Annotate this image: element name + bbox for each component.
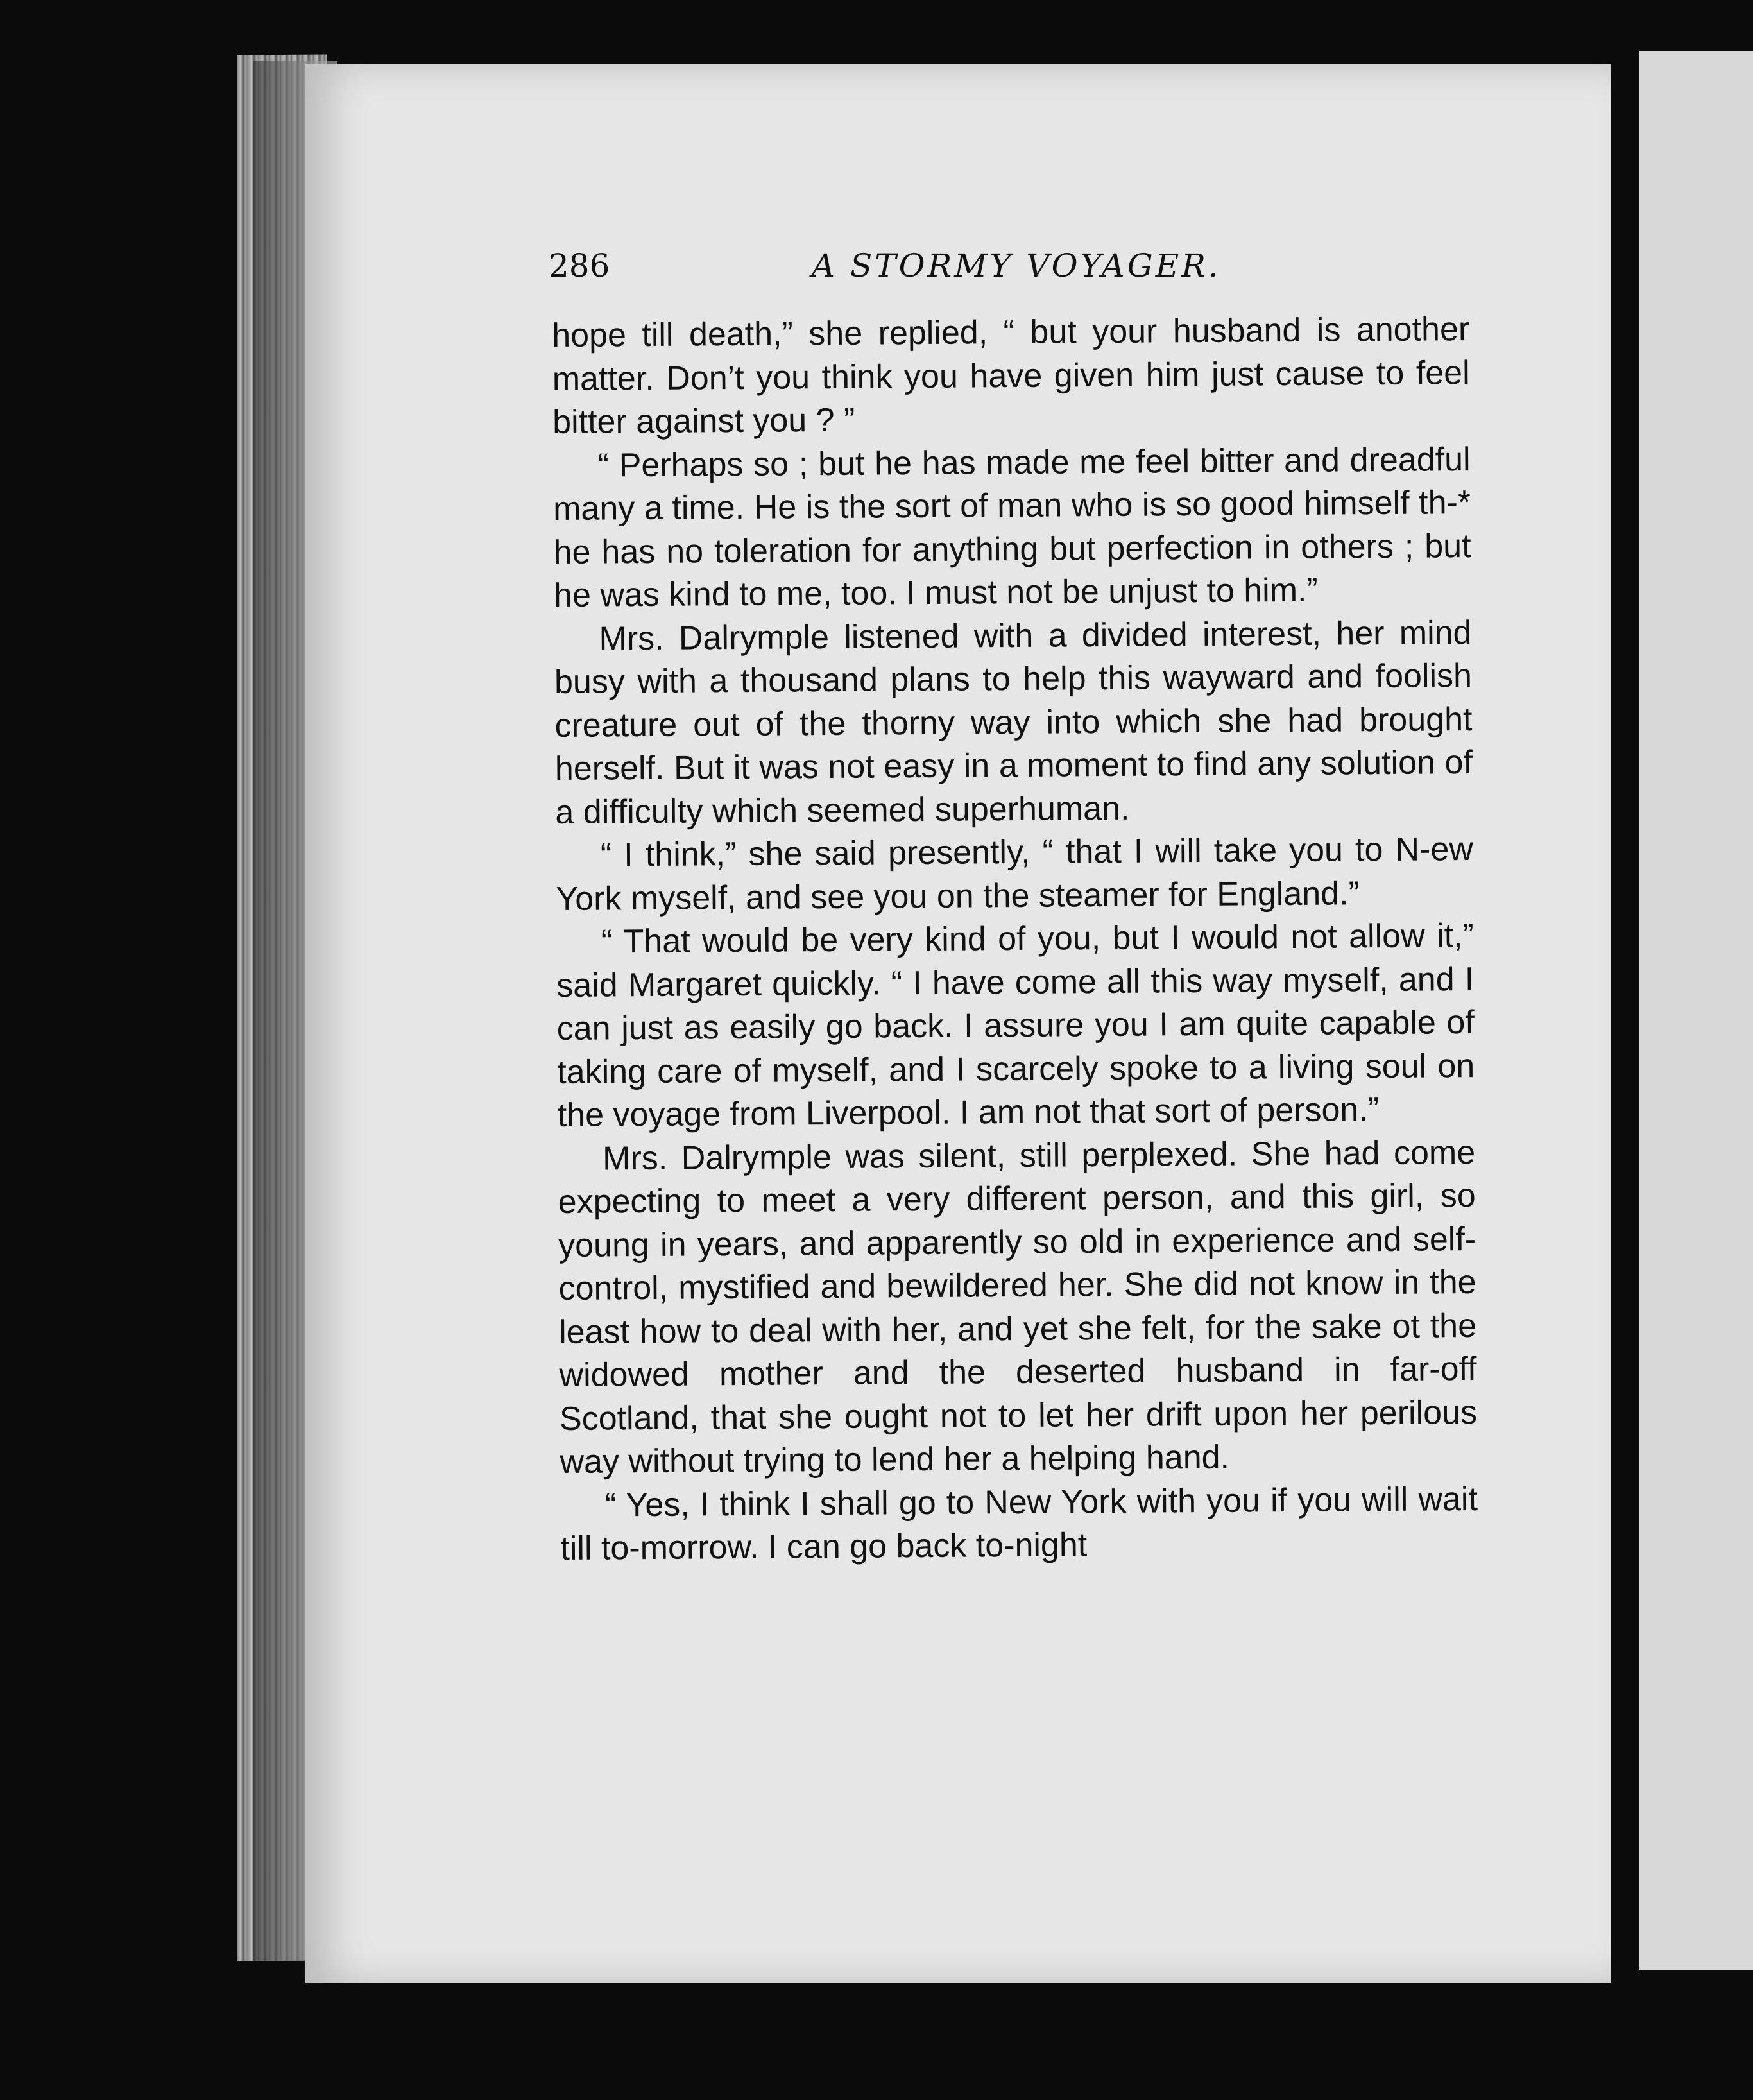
- paragraph: hope till death,” she replied, “ but your husband is another matter. Don’t you think you have given him just cause to feel bitter against you ? ”: [552, 311, 1470, 441]
- page-number: 286: [549, 247, 610, 284]
- paragraph: Mrs. Dalrymple was silent, still perplexed. She had come expecting to meet a very different person, and this girl, so young in years, and apparently so old in experience and self-control, mystified and bewildered her. She did not know in the least how to deal with her, and yet she felt, for the sake ot the widowed mother and the deserted husband in far-off Scotland, that she ought not to let her drift upon her perilous way without trying to lend her a helping hand.: [558, 1133, 1478, 1481]
- running-head: [549, 247, 1221, 298]
- paragraph: “ I think,” she said presently, “ that I will take you to N‑ew York myself, and see you on the steamer for England.”: [556, 830, 1474, 918]
- paragraph: “ That would be very kind of you, but I would not allow it,” said Margaret quickly. “ I have come all this way myself, and I can just as easily go back. I assure you I am quite capable of taking care of myself, and I scarcely spoke to a living soul on the voyage from Liverpool. I am not that sort of person.”: [556, 917, 1475, 1134]
- paragraph: “ Perhaps so ; but he has made me feel bitter and dreadful many a time. He is the sort of man who is so good himself th‑* he has no toleration for anything but perfection in others ; but he was kind to me, too. I must not be unjust to him.”: [552, 440, 1471, 614]
- facing-page-edge: [1639, 51, 1753, 1970]
- paragraph: “ Yes, I think I shall go to New York with you if you will wait till to-morrow. I can go back to-night: [560, 1480, 1478, 1567]
- body-text: [552, 308, 1478, 1571]
- paragraph: Mrs. Dalrymple listened with a divided interest, her mind busy with a thousand plans to help this wayward and foolish creature out of the thorny way into which she had brought herself. But it was not easy in a moment to find any solution of a difficulty which seemed superhuman.: [554, 614, 1473, 831]
- running-title: A STORMY VOYAGER.: [812, 247, 1221, 284]
